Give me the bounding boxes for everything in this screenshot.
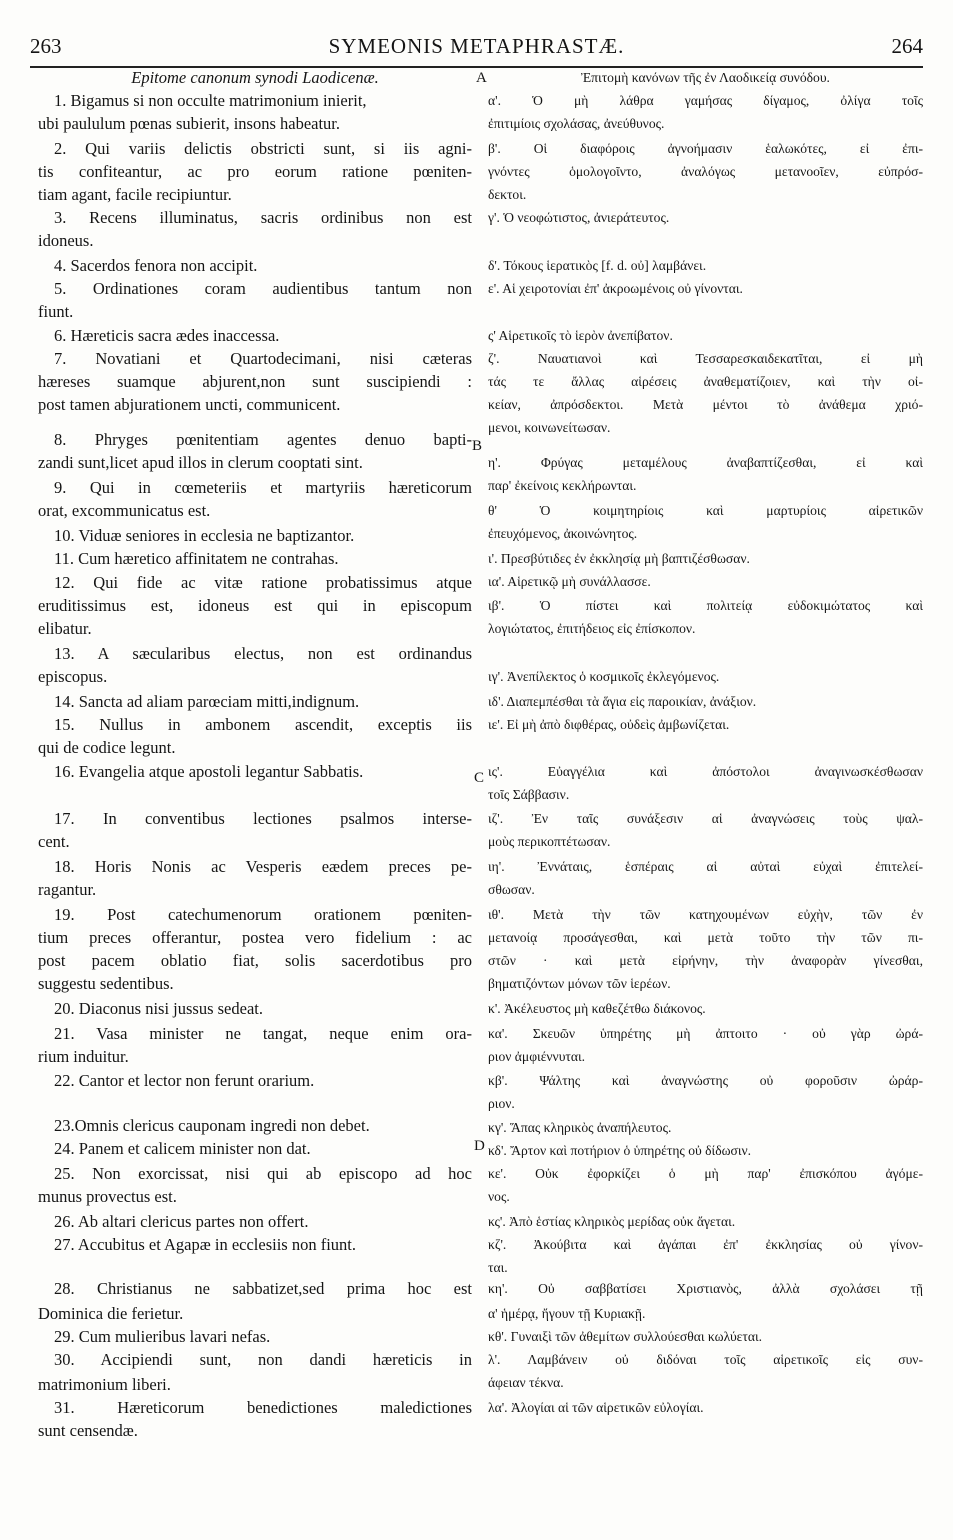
latin-line: 17. In conventibus lectiones psalmos interse- bbox=[54, 809, 472, 828]
greek-line: κείαν, ἀπρόσδεκτοι. Μετὰ μέντοι τὸ ἀνάθεμα χριό- bbox=[488, 397, 923, 412]
greek-line: κζ'. Ἀκούβιτα καὶ ἀγάπαι ἐπ' ἐκκλησίας οὐ γίνον- bbox=[488, 1237, 923, 1252]
greek-line: ς' Αἱρετικοῖς τὸ ἱερὸν ἀνεπίβατον. bbox=[488, 328, 673, 343]
greek-line: τάς τε ἄλλας αἱρέσεις ἀναθεματίζοιεν, καὶ τὴν οἰ- bbox=[488, 374, 923, 389]
greek-line: κθ'. Γυναιξὶ τῶν ἀθεμίτων συλλούεσθαι κωλύεται. bbox=[488, 1329, 763, 1344]
greek-line: ι'. Πρεσβύτιδες ἐν ἐκκλησίᾳ μὴ βαπτιζέσθωσαν. bbox=[488, 551, 750, 566]
greek-line: λ'. Λαμβάνειν οὐ διδόναι τοῖς αἱρετικοῖς εἰς συν- bbox=[488, 1352, 923, 1367]
latin-line: post pacem oblatio fiat, solis sacerdotibus pro bbox=[38, 951, 472, 970]
greek-line: ια'. Αἱρετικῷ μὴ συνάλλασσε. bbox=[488, 574, 651, 589]
greek-line: ζ'. Ναυατιανοὶ καὶ Τεσσαρεσκαιδεκατῖται, εἰ μὴ bbox=[488, 351, 923, 366]
margin-letter-c: C bbox=[474, 770, 485, 786]
greek-line: κδ'. Ἄρτον καὶ ποτήριον ὁ ὑπηρέτης οὐ δίδωσιν. bbox=[488, 1143, 752, 1158]
latin-line: fiunt. bbox=[38, 302, 74, 321]
greek-line: γνόντες ὁμολογοῖντο, ἀναλόγως μετανοοῖεν, εὐπρόσ- bbox=[488, 164, 923, 179]
latin-line: post tamen abjurationem uncti, communicent. bbox=[38, 395, 341, 414]
latin-line: 2. Qui variis delictis obstricti sunt, si iis agni- bbox=[54, 139, 472, 158]
greek-line: ιδ'. Διαπεμπέσθαι τὰ ἅγια εἰς παροικίαν, ἀνάξιον. bbox=[488, 694, 757, 709]
latin-line: 30. Accipiendi sunt, non dandi hæreticis in bbox=[54, 1350, 472, 1369]
latin-line: episcopus. bbox=[38, 667, 108, 686]
greek-line: ριον. bbox=[488, 1096, 515, 1111]
greek-line: η'. Φρύγας μεταμέλους ἀναβαπτίζεσθαι, εἰ καὶ bbox=[488, 455, 923, 470]
latin-line: 23.Omnis clericus cauponam ingredi non debet. bbox=[54, 1116, 370, 1135]
latin-line: ubi paululum pœnas subierit, insons habeatur. bbox=[38, 114, 341, 133]
latin-line: 28. Christianus ne sabbatizet,sed prima hoc est bbox=[54, 1279, 472, 1298]
latin-line: 6. Hæreticis sacra ædes inaccessa. bbox=[54, 326, 280, 345]
latin-line: 16. Evangelia atque apostoli legantur Sabbatis. bbox=[54, 762, 364, 781]
latin-line: 4. Sacerdos fenora non accipit. bbox=[54, 256, 258, 275]
latin-line: 19. Post catechumenorum orationem pœniten- bbox=[54, 905, 472, 924]
latin-line: 7. Novatiani et Quartodecimani, nisi cæteras bbox=[54, 349, 472, 368]
greek-line: κα'. Σκευῶν ὑπηρέτης μὴ ἀπτοιτο · οὐ γὰρ ὠρά- bbox=[488, 1026, 923, 1041]
latin-line: qui de codice legunt. bbox=[38, 738, 176, 757]
greek-line: σθωσαν. bbox=[488, 882, 535, 897]
greek-line: κη'. Οὐ σαββατίσει Χριστιανὸς, ἀλλὰ σχολάσει τῇ bbox=[488, 1281, 923, 1296]
page-number-right: 264 bbox=[891, 34, 923, 58]
greek-line: Ἐπιτομὴ κανόνων τῆς ἐν Λαοδικείᾳ συνόδου. bbox=[581, 70, 830, 85]
greek-line: ιη'. Ἐννάταις, ἑσπέραις αἱ αὐταὶ εὐχαὶ ἐπιτελεί- bbox=[488, 859, 923, 874]
greek-line: μοὺς περικοπτέτωσαν. bbox=[488, 834, 611, 849]
greek-line: ριον ἀμφιέννυται. bbox=[488, 1049, 586, 1064]
greek-line: θ' Ὁ κοιμητηρίοις καὶ μαρτυρίοις αἱρετικῶν bbox=[488, 503, 923, 518]
latin-line: 3. Recens illuminatus, sacris ordinibus non est bbox=[54, 208, 472, 227]
latin-line: 12. Qui fide ac vitæ ratione probatissimus atque bbox=[54, 573, 472, 592]
latin-line: 11. Cum hæretico affinitatem ne contrahas. bbox=[54, 549, 339, 568]
greek-line: άφειαν τέκνα. bbox=[488, 1375, 564, 1390]
greek-line: α'. Ὁ μὴ λάθρα γαμήσας δίγαμος, ὀλίγα τοῖς bbox=[488, 93, 923, 108]
latin-line: 25. Non exorcissat, nisi qui ab episcopo ad hoc bbox=[54, 1164, 472, 1183]
latin-line: elibatur. bbox=[38, 619, 92, 638]
greek-line: ιγ'. Ἀνεπίλεκτος ὁ κοσμικοῖς ἐκλεγόμενος. bbox=[488, 669, 720, 684]
greek-line: μενοι, κοινωνείτωσαν. bbox=[488, 420, 611, 435]
greek-line: ιβ'. Ὁ πίστει καὶ πολιτείᾳ εὐδοκιμώτατος καὶ bbox=[488, 598, 923, 613]
greek-line: δεκτοι. bbox=[488, 187, 527, 202]
latin-line: 29. Cum mulieribus lavari nefas. bbox=[54, 1327, 271, 1346]
greek-line: ις'. Εὐαγγέλια καὶ ἀπόστολοι ἀναγινωσκέσθωσαν bbox=[488, 764, 923, 779]
page-number-left: 263 bbox=[30, 34, 62, 58]
latin-line: 22. Cantor et lector non ferunt orarium. bbox=[54, 1071, 315, 1090]
greek-line: κς'. Ἀπὸ ἑστίας κληρικὸς μερίδας οὐκ ἄγεται. bbox=[488, 1214, 736, 1229]
latin-line: tium preces offerantur, postea vero fidelium : ac bbox=[38, 928, 472, 947]
greek-line: ε'. Αἱ χειροτονίαι ἐπ' ἀκροωμένοις οὐ γίνονται. bbox=[488, 281, 743, 296]
latin-line: 13. A sæcularibus electus, non est ordinandus bbox=[54, 644, 472, 663]
greek-line: κγ'. Ἅπας κληρικὸς ἀναπήλευτος. bbox=[488, 1120, 672, 1135]
greek-line: ιε'. Εἰ μὴ ἀπὸ διφθέρας, οὐδεὶς ἀμβωνίζεται. bbox=[488, 717, 730, 732]
greek-line: ται. bbox=[488, 1260, 508, 1275]
greek-line: α' ἡμέρᾳ, ἤγουν τῇ Κυριακῇ. bbox=[488, 1306, 646, 1321]
latin-line: 10. Viduæ seniores in ecclesia ne baptizantor. bbox=[54, 526, 355, 545]
latin-line: cent. bbox=[38, 832, 70, 851]
latin-line: Dominica die ferietur. bbox=[38, 1304, 184, 1323]
latin-line: rium induitur. bbox=[38, 1047, 129, 1066]
latin-line: munus provectus est. bbox=[38, 1187, 177, 1206]
latin-line: 27. Accubitus et Agapæ in ecclesiis non fiunt. bbox=[54, 1235, 356, 1254]
latin-line: suggestu sedentibus. bbox=[38, 974, 174, 993]
margin-letter-b: B bbox=[472, 438, 483, 454]
page-header bbox=[30, 34, 923, 58]
greek-line: λογιώτατος, ἐπιτήδειος εἰς ἐπίσκοπον. bbox=[488, 621, 696, 636]
greek-line: κβ'. Ψάλτης καὶ ἀναγνώστης οὐ φοροῦσιν ὠράρ- bbox=[488, 1073, 923, 1088]
latin-line: 24. Panem et calicem minister non dat. bbox=[54, 1139, 311, 1158]
running-title: SYMEONIS METAPHRASTÆ. bbox=[328, 34, 625, 58]
greek-line: κ'. Ἀκέλευστος μὴ καθεζέτθω διάκονος. bbox=[488, 1001, 706, 1016]
latin-line: 20. Diaconus nisi jussus sedeat. bbox=[54, 999, 263, 1018]
greek-line: δ'. Τόκους ἱερατικὸς [f. d. οὐ] λαμβάνει. bbox=[488, 258, 707, 273]
greek-line: ιθ'. Μετὰ τὴν τῶν κατηχουμένων εὐχὴν, τῶν ἐν bbox=[488, 907, 923, 922]
latin-line: 14. Sancta ad aliam parœciam mitti,indignum. bbox=[54, 692, 360, 711]
greek-line: μετανοίᾳ προσάγεσθαι, καὶ μετὰ τοῦτο τὴν τῶν πι- bbox=[488, 930, 923, 945]
greek-line: ἐπευχόμενος, ἀκοινώνητος. bbox=[488, 526, 638, 541]
latin-line: hæreses suamque abjurent,non sunt suscipiendi : bbox=[38, 372, 472, 391]
latin-line: 1. Bigamus si non occulte matrimonium inierit, bbox=[54, 91, 367, 110]
latin-line: ragantur. bbox=[38, 880, 97, 899]
greek-line: λα'. Ἀλογίαι αἱ τῶν αἱρετικῶν εὐλογίαι. bbox=[488, 1400, 704, 1415]
latin-line: 5. Ordinationes coram audientibus tantum non bbox=[54, 279, 472, 298]
greek-line: κε'. Οὐκ ἐφορκίζει ὁ μὴ παρ' ἐπισκόπου ἀγόμε- bbox=[488, 1166, 923, 1181]
latin-line: 31. Hæreticorum benedictiones maledictiones bbox=[54, 1398, 472, 1417]
latin-line: tis confiteantur, ac pro eorum ratione pœniten- bbox=[38, 162, 472, 181]
latin-line: 8. Phryges pœnitentiam agentes denuo bapti- bbox=[54, 430, 472, 449]
greek-line: β'. Οἱ διαφόροις ἀγνοήμασιν ἑαλωκότες, εἰ ἐπι- bbox=[488, 141, 923, 156]
margin-letter-a: A bbox=[476, 70, 487, 86]
latin-line: zandi sunt,licet apud illos in clerum cooptati sint. bbox=[38, 453, 363, 472]
latin-line: 26. Ab altari clericus partes non offert. bbox=[54, 1212, 309, 1231]
margin-letter-d: D bbox=[474, 1138, 485, 1154]
latin-line: sunt censendæ. bbox=[38, 1421, 138, 1440]
latin-line: 18. Horis Nonis ac Vesperis eædem preces pe- bbox=[54, 857, 472, 876]
greek-line: ἐπιτιμίοις σχολάσας, ἀνεύθυνος. bbox=[488, 116, 665, 131]
greek-line: γ'. Ὁ νεοφώτιστος, ἀνιεράτευτος. bbox=[488, 210, 670, 225]
latin-line: Epitome canonum synodi Laodicenæ. bbox=[131, 68, 379, 87]
greek-line: νος. bbox=[488, 1189, 510, 1204]
greek-line: τοῖς Σάββασιν. bbox=[488, 787, 570, 802]
latin-line: matrimonium liberi. bbox=[38, 1375, 171, 1394]
greek-line: στῶν · καὶ μετὰ εἰρήνην, τὴν ἀναφορὰν γίνεσθαι, bbox=[488, 953, 923, 968]
latin-line: 21. Vasa minister ne tangat, neque enim ora- bbox=[54, 1024, 472, 1043]
latin-line: eruditissimus est, idoneus est qui in episcopum bbox=[38, 596, 472, 615]
latin-line: orat, excommunicatus est. bbox=[38, 501, 211, 520]
latin-line: idoneus. bbox=[38, 231, 94, 250]
latin-line: 9. Qui in cœmeteriis et martyriis hæreticorum bbox=[54, 478, 472, 497]
greek-line: βηματιζόντων μόνων τῶν ἱερέων. bbox=[488, 976, 671, 991]
latin-line: tiam agant, facile recipiuntur. bbox=[38, 185, 232, 204]
greek-line: παρ' ἐκείνοις κεκλήρωνται. bbox=[488, 478, 637, 493]
greek-line: ιζ'. Ἐν ταῖς συνάξεσιν αἱ ἀναγνώσεις τοὺς ψαλ- bbox=[488, 811, 923, 826]
latin-line: 15. Nullus in ambonem ascendit, exceptis iis bbox=[54, 715, 472, 734]
